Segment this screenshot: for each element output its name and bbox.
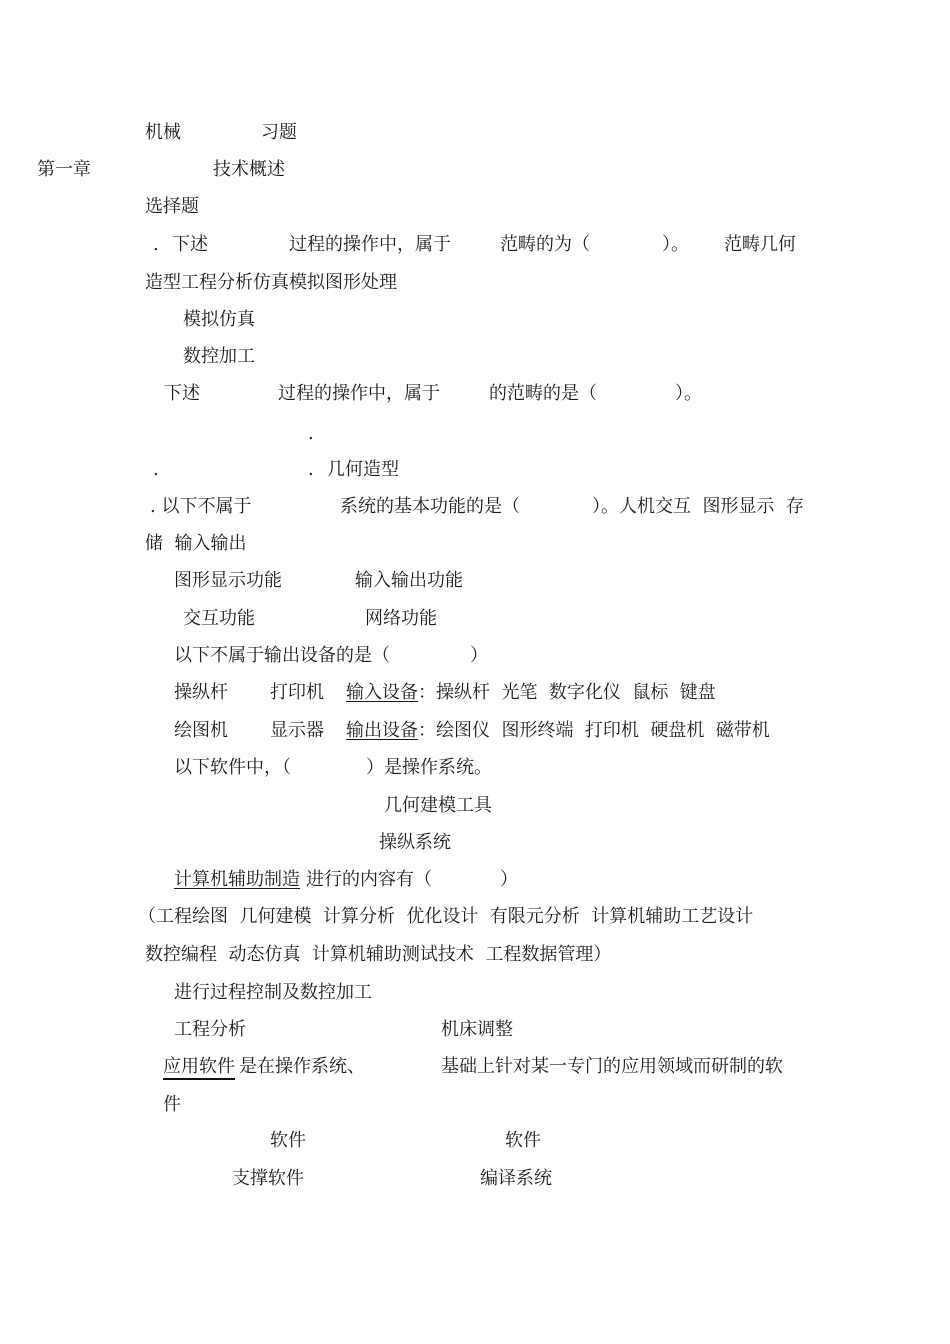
q2-text-c: 的范畴的是（ [489,383,597,404]
q7-option-4: 编译系统 [480,1168,552,1189]
q6-line-3: 数控编程 动态仿真 计算机辅助测试技术 工程数据管理） [145,944,612,965]
q5-text-a: 以下软件中，（ [174,757,291,778]
q7-option-3: 支撑软件 [232,1168,304,1189]
q1-option-2: 数控加工 [183,346,255,367]
q6-text-a: 进行的内容有（ [306,869,432,890]
q7-option-2: 软件 [505,1130,541,1151]
q2-text-b: 过程的操作中，属于 [278,383,440,404]
q3-option-1: 图形显示功能 [174,570,282,591]
q7-option-1: 软件 [270,1130,306,1151]
q1-text-e: 范畴几何 [724,234,796,255]
q4-option-1: 操纵杆 [174,682,228,703]
q4-option-2: 打印机 [270,682,324,703]
title-part-2: 习题 [261,122,297,143]
q7-text-b: 基础上针对某一专门的应用领域而研制的软 [441,1056,783,1077]
q7-line-2: 件 [163,1094,181,1115]
q1-number: . [153,234,159,255]
q1-line-2: 造型工程分析仿真模拟图形处理 [145,272,397,293]
q3-option-3: 交互功能 [183,608,255,629]
section-heading: 选择题 [145,196,199,217]
q1-text-c: 范畴的为（ [500,234,590,255]
q4-option-4: 显示器 [270,720,324,741]
q3-option-4: 网络功能 [365,608,437,629]
q5-option-2: 操纵系统 [379,832,451,853]
q6-option-3: 机床调整 [441,1019,513,1040]
q3-line-2: 储 输入输出 [145,533,247,554]
q6-line-2: （工程绘图 几何建模 计算分析 优化设计 有限元分析 计算机辅助工艺设计 [138,906,754,927]
q6-option-1: 进行过程控制及数控加工 [174,982,372,1003]
chapter-name: 技术概述 [213,159,285,180]
q3-text-a: . 以下不属于 [150,496,252,517]
q4-input-devices-label: 输入设备 [346,682,418,703]
q1-text-a: 下述 [172,234,208,255]
q6-option-2: 工程分析 [174,1019,246,1040]
q2-option: 几何造型 [327,459,399,480]
q2-text-d: ）。 [675,383,702,404]
q4-text-b: ） [470,645,488,666]
q6-term: 计算机辅助制造 [174,869,300,890]
q5-text-b: ）是操作系统。 [366,757,492,778]
q7-term: 应用软件 [163,1056,235,1080]
q3-text-c: ）。人机交互 图形显示 存 [592,496,804,517]
q4-text-a: 以下不属于输出设备的是（ [174,645,390,666]
title-part-1: 机械 [145,122,181,143]
q1-text-d: ）。 [662,234,689,255]
chapter-label: 第一章 [37,159,91,180]
q5-option-1: 几何建模工具 [384,795,492,816]
q2-dot-2: . [153,459,159,480]
q3-text-b: 系统的基本功能的是（ [340,496,520,517]
q1-text-b: 过程的操作中，属于 [289,234,451,255]
q4-output-devices-list: ：绘图仪 图形终端 打印机 硬盘机 磁带机 [418,720,770,741]
q1-option-1: 模拟仿真 [183,309,255,330]
q4-output-devices-label: 输出设备 [346,720,418,741]
q4-option-3: 绘图机 [174,720,228,741]
q4-input-devices-list: ：操纵杆 光笔 数字化仪 鼠标 键盘 [418,682,716,703]
q3-option-2: 输入输出功能 [355,570,463,591]
q2-dot-1: . [308,423,314,444]
q7-text-a: 是在操作系统、 [239,1056,365,1077]
q6-text-b: ） [500,869,518,890]
q2-text-a: 下述 [164,383,200,404]
q2-dot-3: . [308,459,314,480]
